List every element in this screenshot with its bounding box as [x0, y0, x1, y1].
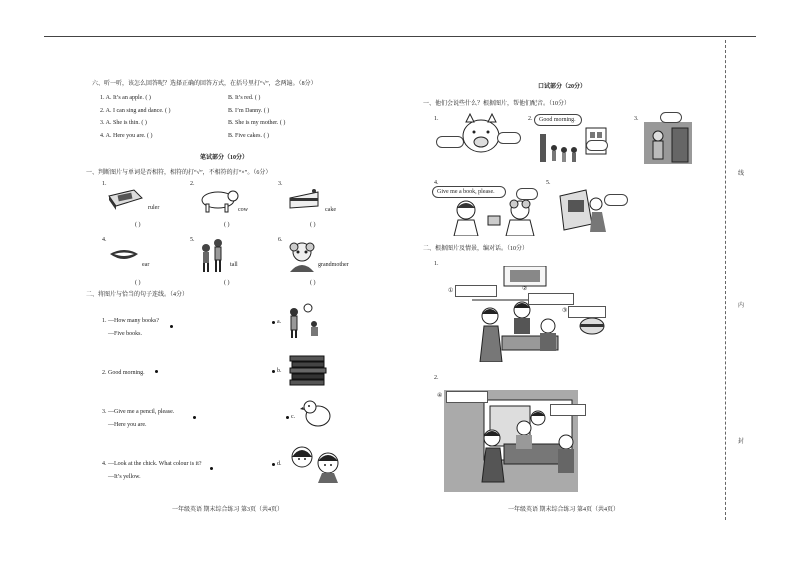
sec6-item-1b: B. It’s red. ( )	[228, 95, 261, 101]
r1-speech-bubble-good-morning	[534, 114, 582, 126]
two-girls-picture	[288, 443, 344, 483]
r1-speech-bubble-give-book	[432, 186, 506, 198]
r1-num-1: 1.	[434, 116, 439, 122]
match-dot-right-a[interactable]	[272, 321, 275, 324]
dialogue-box-5[interactable]	[550, 404, 586, 416]
q1-paren-2: ( )	[224, 222, 230, 228]
sec6-item-4a: 4. A. Here you are. ( )	[100, 133, 153, 139]
q2-sentence-1a: 1. —How many books?	[102, 318, 159, 324]
q1-word-6: grandmother	[318, 262, 349, 268]
boy-with-book-picture	[556, 188, 608, 232]
dialogue-box-3[interactable]	[568, 306, 606, 318]
q1-title: 一、判断图片与单词是否相符，相符的打“√”，不相符的打“×”。（6分）	[86, 170, 272, 176]
r2-num-1: 1.	[434, 261, 439, 267]
q2-title: 二、将图片与恰当的句子连线。（4分）	[86, 292, 189, 298]
q1-paren-1: ( )	[135, 222, 141, 228]
eraser-picture	[106, 188, 146, 212]
circle-label-1: ①	[448, 288, 454, 294]
sec6-title: 六、听一听，该怎么回答呢？选择正确的回答方式，在括号里打“√”，念两遍。（8分）	[92, 81, 317, 87]
sec6-item-4b: B. Five cakes. ( )	[228, 133, 269, 139]
sec6-item-3a: 3. A. She is thin. ( )	[100, 120, 147, 126]
q2-letter-b: b.	[277, 368, 282, 374]
bubble-good-morning-text: Good morning.	[539, 117, 576, 123]
binding-dashed-line	[725, 40, 726, 520]
sec6-item-2b: B. I’m Danny. ( )	[228, 108, 270, 114]
q2-sentence-2: 2. Good morning.	[102, 370, 145, 376]
circle-label-4: ④	[437, 393, 443, 399]
sec6-item-2a: 2. A. I can sing and dance. ( )	[100, 108, 171, 114]
side-char-2: 内	[738, 303, 745, 309]
match-dot-left-3[interactable]	[193, 416, 196, 419]
top-rule	[44, 36, 756, 37]
match-dot-right-b[interactable]	[272, 370, 275, 373]
oral-section-title: 口试部分（20分）	[538, 84, 587, 90]
q1-word-1: ruler	[148, 205, 160, 211]
match-dot-left-1[interactable]	[170, 325, 173, 328]
q1-num-3: 3.	[278, 181, 283, 187]
match-dot-left-2[interactable]	[155, 370, 158, 373]
cake-picture	[288, 188, 322, 212]
r1-speech-bubble-3[interactable]	[660, 112, 682, 123]
q1-word-3: cake	[325, 207, 336, 213]
polar-bear-picture	[198, 186, 240, 214]
girl-grandma-book-picture	[450, 198, 542, 236]
q1-paren-6: ( )	[310, 280, 316, 286]
q2-sentence-3b: —Here you are.	[108, 422, 147, 428]
q1-word-5: tall	[230, 262, 238, 268]
r1-speech-bubble-5[interactable]	[604, 194, 628, 206]
book-stack-picture	[288, 354, 328, 388]
right-page-footer: 一年级英语 期末综合练习 第4页（共4页）	[508, 507, 620, 513]
dialogue-box-1[interactable]	[455, 285, 497, 297]
two-children-picture	[198, 238, 228, 276]
r2-title: 二、根据图片及情景，编对话。（10分）	[423, 246, 529, 252]
bubble-give-book-text: Give me a book, please.	[437, 189, 495, 195]
match-dot-right-d[interactable]	[272, 463, 275, 466]
door-scene-picture	[644, 122, 692, 164]
dialogue-box-2[interactable]	[528, 293, 574, 305]
q2-letter-c: c.	[291, 414, 296, 420]
q2-sentence-4b: —It’s yellow.	[108, 474, 141, 480]
chick-picture	[300, 396, 334, 430]
q1-paren-4: ( )	[135, 280, 141, 286]
r1-num-4: 4.	[434, 180, 439, 186]
r1-title: 一、他们会说些什么？根据图片，帮他们配音。（10分）	[423, 101, 571, 107]
q2-sentence-4a: 4. —Look at the chick. What colour is it?	[102, 461, 202, 467]
mouth-picture	[108, 246, 140, 264]
r1-num-5: 5.	[546, 180, 551, 186]
q1-num-4: 4.	[102, 237, 107, 243]
q1-num-1: 1.	[102, 181, 107, 187]
circle-label-3: ③	[562, 308, 568, 314]
grandfather-picture	[286, 240, 318, 272]
written-section-title: 笔试部分（10分）	[200, 155, 249, 161]
q1-word-2: cow	[238, 207, 248, 213]
dialogue-box-4[interactable]	[446, 391, 488, 403]
q1-num-5: 5.	[190, 237, 195, 243]
left-page-footer: 一年级英语 期末综合练习 第3页（共4页）	[172, 507, 284, 513]
q2-sentence-3a: 3. —Give me a pencil, please.	[102, 409, 175, 415]
side-char-3: 封	[738, 439, 745, 445]
r1-speech-bubble-2b[interactable]	[586, 140, 608, 151]
side-char-1: 线	[738, 171, 745, 177]
sec6-item-3b: B. She is my mother. ( )	[228, 120, 286, 126]
q1-num-6: 6.	[278, 237, 283, 243]
q1-word-4: ear	[142, 262, 150, 268]
r1-speech-bubble-1b[interactable]	[497, 132, 521, 144]
q2-letter-a: a.	[277, 319, 282, 325]
sec6-item-1a: 1. A. It’s an apple. ( )	[100, 95, 151, 101]
q2-sentence-1b: —Five books.	[108, 331, 143, 337]
circle-label-2: ②	[522, 286, 528, 292]
r1-speech-bubble-4b[interactable]	[516, 188, 538, 200]
q1-num-2: 2.	[190, 181, 195, 187]
match-dot-right-c[interactable]	[286, 416, 289, 419]
r2-num-2: 2.	[434, 375, 439, 381]
teacher-students-picture	[286, 302, 326, 340]
r1-num-3: 3.	[634, 116, 639, 122]
q2-letter-d: d.	[277, 461, 282, 467]
q1-paren-3: ( )	[310, 222, 316, 228]
match-dot-left-4[interactable]	[210, 467, 213, 470]
q1-paren-5: ( )	[224, 280, 230, 286]
r1-num-2: 2.	[528, 116, 533, 122]
